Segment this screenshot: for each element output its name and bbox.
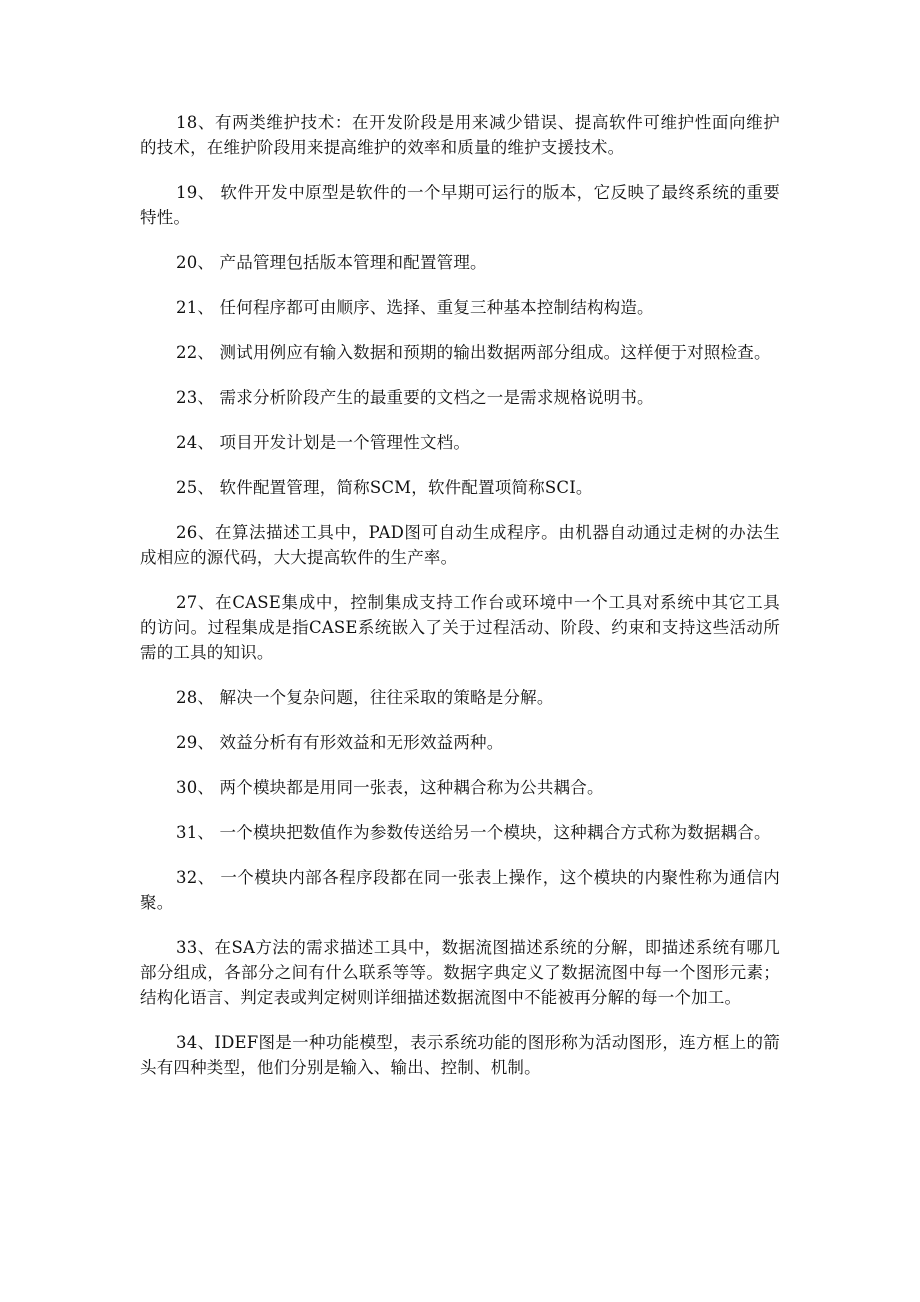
list-item-28: 28、 解决一个复杂问题，往往采取的策略是分解。 bbox=[176, 688, 554, 707]
list-item-29: 29、 效益分析有有形效益和无形效益两种。 bbox=[176, 733, 504, 752]
list-item-30: 30、 两个模块都是用同一张表，这种耦合称为公共耦合。 bbox=[176, 778, 604, 797]
list-item-18: 18、有两类维护技术：在开发阶段是用来减少错误、提高软件可维护性面向维护的技术，在维护阶段用来提高维护的效率和质量的维护支援技术。 bbox=[140, 113, 780, 157]
list-item-27: 27、在CASE集成中，控制集成支持工作台或环境中一个工具对系统中其它工具的访问。过程集成是指CASE系统嵌入了关于过程活动、阶段、约束和支持这些活动所需的工具的知识。 bbox=[140, 593, 780, 662]
list-item-26: 26、在算法描述工具中，PAD图可自动生成程序。由机器自动通过走树的办法生成相应的源代码，大大提高软件的生产率。 bbox=[140, 523, 780, 567]
list-item-25: 25、 软件配置管理，简称SCM，软件配置项简称SCI。 bbox=[176, 478, 593, 497]
list-item-31: 31、 一个模块把数值作为参数传送给另一个模块，这种耦合方式称为数据耦合。 bbox=[176, 823, 771, 842]
list-item-34: 34、IDEF图是一种功能模型，表示系统功能的图形称为活动图形，连方框上的箭头有四种类型，他们分别是输入、输出、控制、机制。 bbox=[140, 1033, 780, 1077]
list-item-21: 21、 任何程序都可由顺序、选择、重复三种基本控制结构构造。 bbox=[176, 298, 654, 317]
list-item-33: 33、在SA方法的需求描述工具中，数据流图描述系统的分解，即描述系统有哪几部分组成，各部分之间有什么联系等等。数据字典定义了数据流图中每一个图形元素；结构化语言、判定表或判定树则详细描述数据流图中不能被再分解的每一个加工。 bbox=[140, 938, 780, 1007]
list-item-20: 20、 产品管理包括版本管理和配置管理。 bbox=[176, 253, 487, 272]
list-item-23: 23、 需求分析阶段产生的最重要的文档之一是需求规格说明书。 bbox=[176, 388, 654, 407]
list-item-24: 24、 项目开发计划是一个管理性文档。 bbox=[176, 433, 471, 452]
list-item-22: 22、 测试用例应有输入数据和预期的输出数据两部分组成。这样便于对照检查。 bbox=[176, 343, 771, 362]
list-item-32: 32、 一个模块内部各程序段都在同一张表上操作，这个模块的内聚性称为通信内聚。 bbox=[140, 868, 780, 912]
list-item-19: 19、 软件开发中原型是软件的一个早期可运行的版本，它反映了最终系统的重要特性。 bbox=[140, 183, 780, 227]
